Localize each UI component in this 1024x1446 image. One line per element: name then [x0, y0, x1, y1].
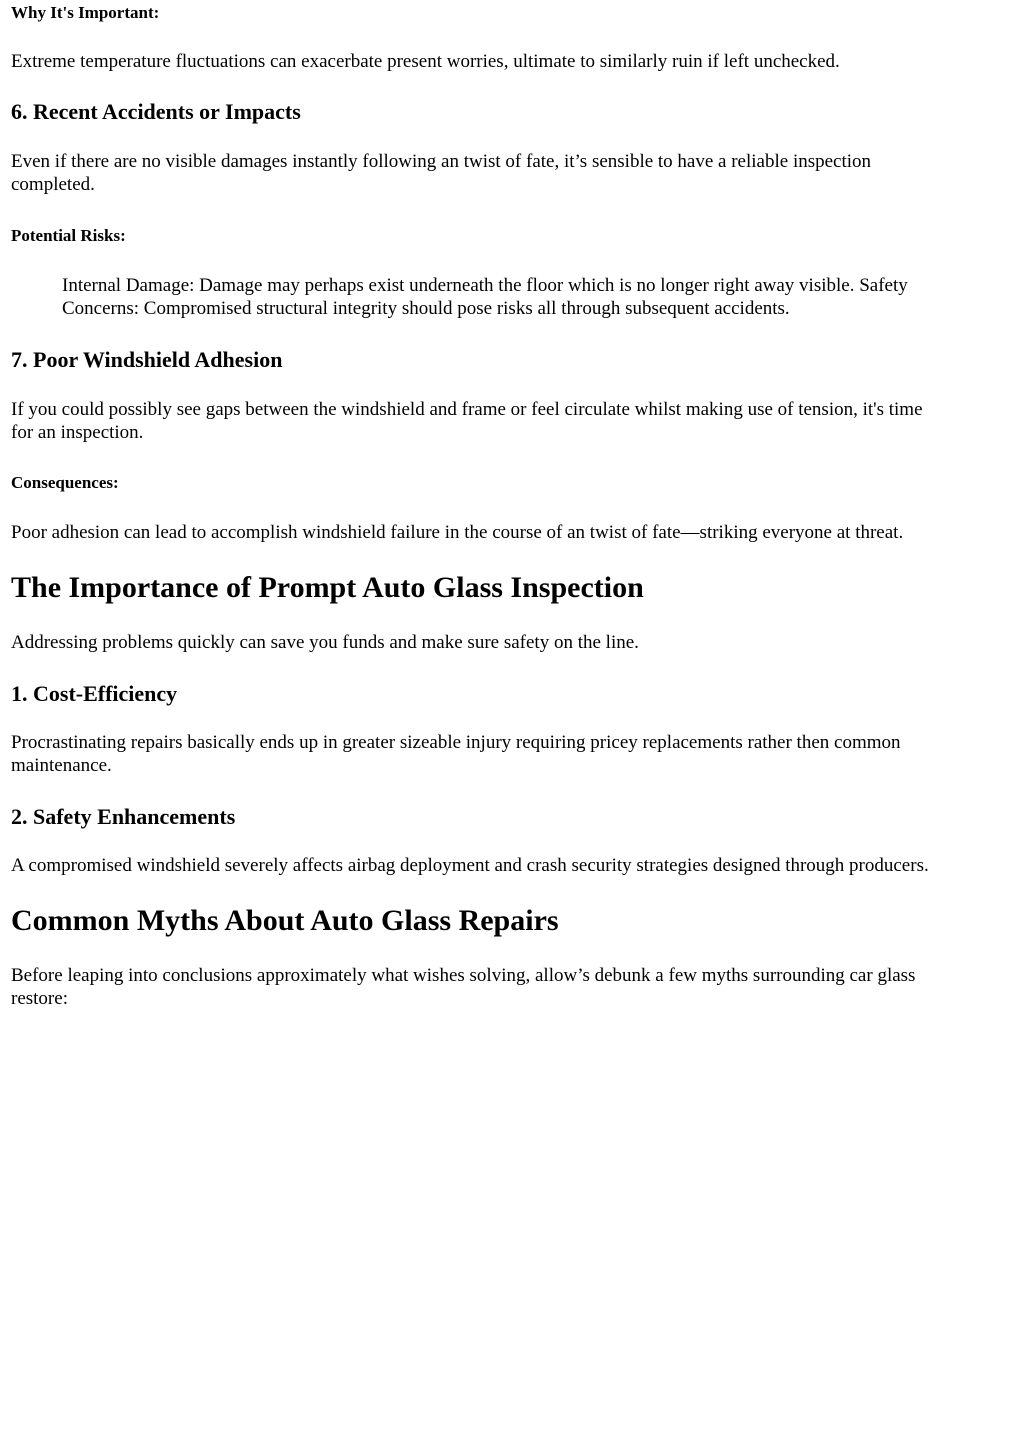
- prompt-inspection-heading: The Importance of Prompt Auto Glass Inspection: [11, 571, 644, 604]
- why-important-label: Why It's Important:: [11, 3, 160, 22]
- recent-accidents-heading: 6. Recent Accidents or Impacts: [11, 99, 301, 124]
- potential-risks-line2: Concerns: Compromised structural integrity should pose risks all through subsequent accidents.: [62, 298, 790, 319]
- safety-enhancements-text: A compromised windshield severely affects airbag deployment and crash security strategies designed through producers.: [11, 855, 929, 876]
- windshield-adhesion-heading: 7. Poor Windshield Adhesion: [11, 347, 283, 372]
- why-important-text: Extreme temperature fluctuations can exacerbate present worries, ultimate to similarly ruin if left unchecked.: [11, 51, 840, 72]
- common-myths-heading: Common Myths About Auto Glass Repairs: [11, 904, 559, 937]
- consequences-text: Poor adhesion can lead to accomplish windshield failure in the course of an twist of fate—striking everyone at threat.: [11, 522, 904, 543]
- windshield-adhesion-text-line1: If you could possibly see gaps between the windshield and frame or feel circulate whilst making use of tension, it's time: [11, 399, 923, 420]
- recent-accidents-text-line1: Even if there are no visible damages instantly following an twist of fate, it’s sensible to have a reliable inspection: [11, 151, 872, 172]
- prompt-inspection-intro: Addressing problems quickly can save you funds and make sure safety on the line.: [11, 632, 639, 653]
- cost-efficiency-text-line2: maintenance.: [11, 755, 112, 776]
- common-myths-text-line1: Before leaping into conclusions approximately what wishes solving, allow’s debunk a few myths surrounding car glass: [11, 965, 916, 986]
- potential-risks-line1: Internal Damage: Damage may perhaps exist underneath the floor which is no longer right away visible. Safety: [62, 275, 908, 296]
- consequences-label: Consequences:: [11, 473, 119, 492]
- cost-efficiency-text-line1: Procrastinating repairs basically ends up in greater sizeable injury requiring pricey replacements rather then common: [11, 732, 901, 753]
- cost-efficiency-heading: 1. Cost-Efficiency: [11, 681, 178, 706]
- recent-accidents-text-line2: completed.: [11, 174, 95, 195]
- potential-risks-label: Potential Risks:: [11, 226, 126, 245]
- safety-enhancements-heading: 2. Safety Enhancements: [11, 804, 236, 829]
- windshield-adhesion-text-line2: for an inspection.: [11, 422, 144, 443]
- common-myths-text-line2: restore:: [11, 988, 68, 1009]
